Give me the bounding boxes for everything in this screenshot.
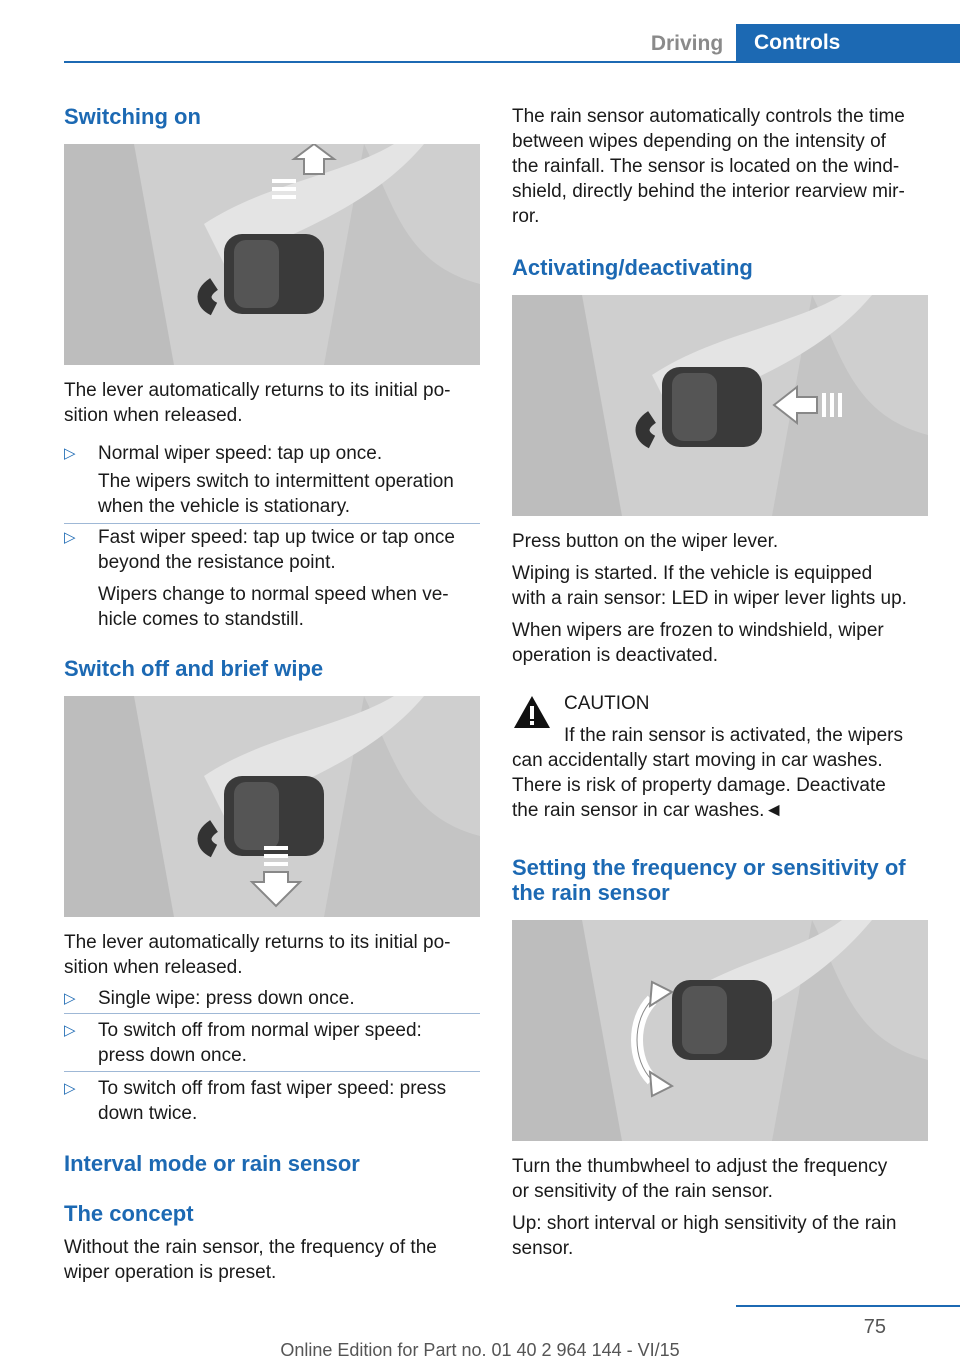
list-item: [64, 986, 484, 1011]
bullet-text-cont: press down once.: [98, 1045, 247, 1066]
bullet-text: To switch off from fast wiper speed: press: [98, 1078, 447, 1099]
frequency-text-1b: or sensitivity of the rain sensor.: [512, 1181, 773, 1202]
bullet-text: To switch off from normal wiper speed:: [98, 1020, 422, 1041]
edition-note: Online Edition for Part no. 01 40 2 964 144 - VI/15: [280, 1340, 680, 1360]
footer-rule: [736, 1305, 960, 1307]
activating-text-1: Press button on the wiper lever.: [512, 531, 779, 552]
concept-text-2: wiper operation is preset.: [64, 1262, 277, 1283]
header-rule: [64, 61, 960, 63]
bullet-triangle-icon: ▷: [64, 1022, 76, 1039]
heading-activating: Activating/deactivating: [512, 255, 753, 280]
caution-text-2: can accidentally start moving in car washes.: [512, 750, 883, 771]
bullet-triangle-icon: ▷: [64, 529, 76, 546]
caution-text-1: If the rain sensor is activated, the wipers: [564, 725, 903, 746]
switch-off-intro-2: sition when released.: [64, 957, 243, 978]
bullet-text-cont: beyond the resistance point.: [98, 552, 336, 573]
heading-frequency-1: Setting the frequency or sensitivity of: [512, 855, 906, 880]
bullet-text: Normal wiper speed: tap up once.: [98, 443, 383, 464]
list-item: [64, 525, 484, 550]
header-chapter-tab: Controls: [736, 24, 960, 62]
heading-switching-on: Switching on: [64, 104, 201, 129]
heading-frequency-2: the rain sensor: [512, 880, 670, 905]
switching-on-intro-2: sition when released.: [64, 405, 243, 426]
list-item: [64, 1018, 484, 1043]
bullet-text: Single wipe: press down once.: [98, 988, 355, 1009]
frequency-text-2b: sensor.: [512, 1238, 574, 1259]
list-item: [64, 441, 484, 466]
rain-sensor-intro-1: The rain sensor automatically controls the time: [512, 106, 905, 127]
frequency-text-2a: Up: short interval or high sensitivity of the rain: [512, 1213, 897, 1234]
heading-interval-mode: Interval mode or rain sensor: [64, 1151, 360, 1176]
figure-thumbwheel: [512, 920, 928, 1141]
bullet-subtext: The wipers switch to intermittent operation: [98, 471, 454, 492]
switch-off-intro-1: The lever automatically returns to its initial po-: [64, 932, 451, 953]
caution-text-4: the rain sensor in car washes.◄: [512, 800, 784, 821]
concept-text-1: Without the rain sensor, the frequency of the: [64, 1237, 437, 1258]
frequency-text-1a: Turn the thumbwheel to adjust the frequency: [512, 1156, 888, 1177]
bullet-subtext: Wipers change to normal speed when ve-: [98, 584, 449, 605]
warning-icon: [512, 694, 552, 730]
bullet-triangle-icon: ▷: [64, 445, 76, 462]
activating-text-3b: operation is deactivated.: [512, 645, 718, 666]
caution-text-3: There is risk of property damage. Deactivate: [512, 775, 886, 796]
bullet-triangle-icon: ▷: [64, 1080, 76, 1097]
rain-sensor-intro-3: the rainfall. The sensor is located on the wind-: [512, 156, 900, 177]
figure-lever-press: [512, 295, 928, 516]
list-divider: [64, 1013, 480, 1014]
bullet-triangle-icon: ▷: [64, 990, 76, 1007]
bullet-text-cont: down twice.: [98, 1103, 198, 1124]
bullet-subtext: hicle comes to standstill.: [98, 609, 304, 630]
activating-text-3a: When wipers are frozen to windshield, wiper: [512, 620, 884, 641]
switching-on-intro-1: The lever automatically returns to its initial po-: [64, 380, 451, 401]
header-section-tab: Driving: [650, 32, 724, 55]
rain-sensor-intro-5: ror.: [512, 206, 540, 227]
activating-text-2b: with a rain sensor: LED in wiper lever lights up.: [512, 588, 907, 609]
page-number: 75: [863, 1316, 886, 1338]
rain-sensor-intro-2: between wipes depending on the intensity of: [512, 131, 886, 152]
rain-sensor-intro-4: shield, directly behind the interior rearview mir-: [512, 181, 905, 202]
list-item: [64, 1076, 484, 1101]
figure-lever-down: [64, 696, 480, 917]
bullet-subtext: when the vehicle is stationary.: [98, 496, 351, 517]
figure-lever-up: [64, 144, 480, 365]
list-divider: [64, 523, 480, 524]
list-divider: [64, 1071, 480, 1072]
heading-switch-off: Switch off and brief wipe: [64, 656, 324, 681]
subheading-concept: The concept: [64, 1201, 194, 1226]
caution-title: CAUTION: [564, 693, 650, 714]
bullet-text: Fast wiper speed: tap up twice or tap once: [98, 527, 455, 548]
activating-text-2a: Wiping is started. If the vehicle is equipped: [512, 563, 873, 584]
